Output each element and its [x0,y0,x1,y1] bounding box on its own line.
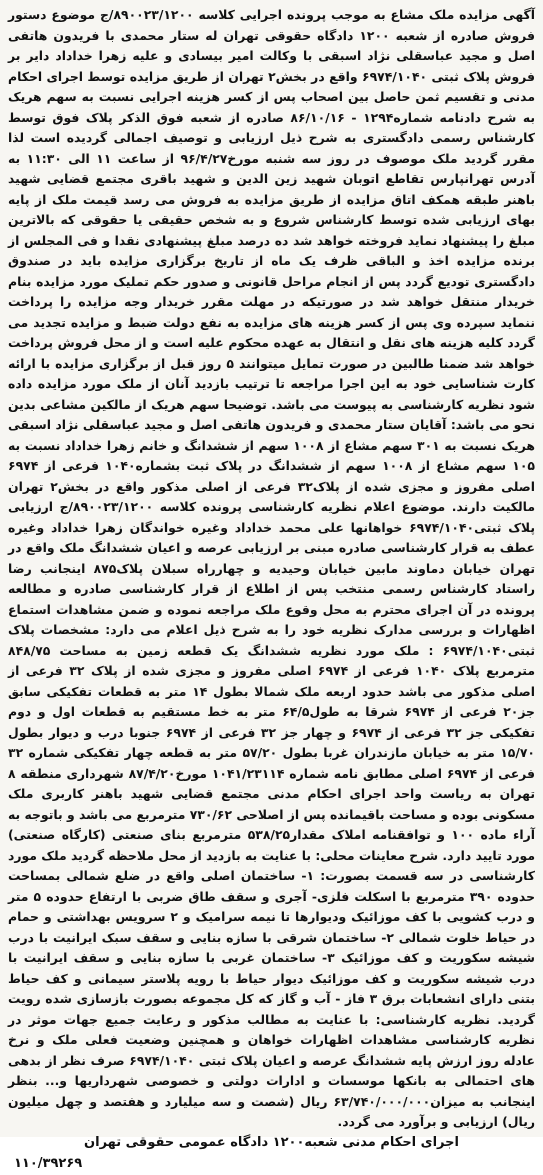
notice-body-text: آگهی مزایده ملک مشاع به موجب پرونده اجرایی کلاسه ۸۹۰۰۲۳/۱۲۰۰/ج موضوع دستور فروش صادره از شعبه ۱۲۰۰ دادگاه حقوقی تهران له ستار محمدی با فریدون هاتفی اصل و مجید عباسقلی نژاد اسبقی با وکالت امیر بیسادی و علیه زهرا خداداد دایر بر فروش پلاک ثبتی ۶۹۷۴/۱۰۴۰ واقع در بخش۲ تهران از طریق مزایده توسط اجرای احکام مدنی و تقسیم ثمن حاصل بین اصحاب پس از کسر هزینه اجرایی نسبت به سهم هریک به شرح دادنامه شماره۱۲۹۴ - ۸۶/۱۰/۱۶ صادره از شعبه فوق الذکر پلاک فوق توسط کارشناس رسمی دادگستری به شرح ذیل ارزیابی و توصیف اجمالی گردیده است لذا مقرر گردید ملک موصوف در روز سه شنبه مورخ۹۶/۴/۲۷ از ساعت ۱۱ الی ۱۱:۳۰ به آدرس تهرانپارس تقاطع اتوبان شهید زین الدین و شهید باقری مجتمع قضایی شهید باهنر طبقه همکف اتاق مزایده از طریق مزایده به فروش می رسد قیمت ملک از پایه بهای ارزیابی شده توسط کارشناس شروع و به شخص حقیقی یا حقوقی که بالاترین مبلغ را پیشنهاد نماید فروخته خواهد شد ده درصد مبلغ پیشنهادی نقدا و فی المجلس از برنده مزایده اخذ و الباقی ظرف یک ماه از تاریخ برگزاری مزایده باید در صندوق دادگستری تودیع گردد پس از انجام مراحل قانونی و صدور حکم تملیک مورد مزایده بنام خریدار منتقل خواهد شد در صورتیکه در مهلت مقرر خریدار وجه مزایده را پرداخت ننماید سپرده وی پس از کسر هزینه های مزایده به نفع دولت ضبط و مزایده تجدید می گردد کلیه هزینه های نقل و انتقال به عهده محکوم علیه است و از محل فروش پرداخت خواهد شد ضمنا طالبین در صورت تمایل میتوانند ۵ روز قبل از برگزاری مزایده با ارائه کارت شناسایی خود به این اجرا مراجعه تا ترتیب بازدید آنان از ملک مورد مزایده داده شود نظریه کارشناسی به پیوست می باشد. توضیحا سهم هریک از مالکین مشاعی بدین نحو می باشد: آقایان ستار محمدی و فریدون هاتفی اصل و مجید عباسقلی نژاد اسبقی هریک نسبت به ۳۰۱ سهم مشاع از ۱۰۰۸ سهم از ششدانگ و خانم زهرا خداداد نسبت به ۱۰۵ سهم مشاع از ۱۰۰۸ سهم از ششدانگ در پلاک ثبت بشماره۱۰۴۰ فرعی از ۶۹۷۴ اصلی مفروز و مجزی شده از پلاک۳۲ فرعی از اصلی مذکور واقع در بخش۲ تهران مالکیت دارند. موضوع اعلام نظریه کارشناسی پرونده کلاسه ۸۹۰۰۲۳/۱۲۰۰/ج ارزیابی پلاک ثبتی۶۹۷۴/۱۰۴۰ خواهانها علی محمد خداداد وغیره خواندگان زهرا خداداد وغیره عطف به قرار کارشناسی صادره مبنی بر ارزیابی عرصه و اعیان ششدانگ ملک واقع در تهران خیابان دماوند مابین خیابان وحیدیه و چهارراه سبلان پلاک۸۷۵ اینجانب رضا راستاد کارشناس رسمی منتخب پس از اطلاع از قرار کارشناسی صادره و مطالعه پرونده در آن اجرای محترم به محل وقوع ملک مراجعه نموده و ضمن مشاهدات استماع اظهارات و بررسی مدارک نظریه خود را به شرح ذیل اعلام می دارد: مشخصات پلاک ثبتی۶۹۷۴/۱۰۴۰ : ملک مورد نظریه ششدانگ یک قطعه زمین به مساحت ۸۴۸/۷۵ مترمربع پلاک ۱۰۴۰ فرعی از ۶۹۷۴ اصلی مفروز و مجزی شده از پلاک ۳۲ فرعی از اصلی مذکور می باشد حدود اربعه ملک شمالا بطول ۱۴ متر به قطعات تفکیکی سابق جز۲۰ فرعی از ۶۹۷۴ شرقا به طول۶۴/۵ متر به خط مستقیم به قطعات اول و دوم تفکیکی جز ۳۲ فرعی از ۶۹۷۴ و چهار جز ۳۲ فرعی از ۶۹۷۴ جنوبا درب و دیوار بطول ۱۵/۷۰ متر به خیابان مازندران غربا بطول ۵۷/۲۰ متر به قطعه چهار تفکیکی شماره ۳۲ فرعی از ۶۹۷۴ اصلی مطابق نامه شماره ۱۰۴۱/۲۳۱۱۴ مورخ۸۷/۴/۲۰ شهرداری منطقه ۸ تهران به ریاست واحد اجرای احکام مدنی مجتمع قضایی شهید باهنر کاربری ملک مسکونی بوده و مساحت باقیمانده پس از اصلاحی ۷۳۰/۶۲ مترمربع می باشد و باتوجه به آراء ماده ۱۰۰ و توافقنامه املاک مقدار۵۳۸/۲۵ مترمربع بنای صنعتی (کارگاه صنعتی) مورد تایید دارد. شرح معاینات محلی: با عنایت به بازدید از محل ملاحظه گردید ملک مورد کارشناسی در سه قسمت بصورت: ۱- ساختمان اصلی واقع در ضلع شمالی بمساحت حدوده ۳۹۰ مترمربع با اسکلت فلزی- آجری و سقف طاق ضربی با ارتفاع حدوده ۵ متر و درب کشویی با کف موزائیک ودیوارها تا نیمه سرامیک و ۲ سرویس بهداشتی و حمام در حیاط خلوت شمالی ۲- ساختمان شرقی با سازه بنایی و سقف سبک ایرانیت با درب شیشه سکوریت و کف موزائیک ۳- ساختمان غربی با سازه بنایی و سقف ایرانیت با درب شیشه سکوریت و کف موزائیک دیوار حیاط با رویه پلاستر سیمانی و کف حیاط بتنی دارای انشعابات برق ۳ فاز - آب و گاز که کل مجموعه بصورت بازسازی شده رویت گردید. نظریه کارشناسی: با عنایت به مطالب مذکور و رعایت جمیع جهات موثر در نظریه کارشناسی مشاهدات اظهارات خواهان و همچنین وضعیت فعلی ملک و نرخ عادله روز ارزش پایه ششدانگ عرصه و اعیان پلاک ثبتی ۶۹۷۴/۱۰۴۰ صرف نظر از بدهی های احتمالی به بانکها موسسات و ادارات دولتی و خصوصی شهرداریها و... بنظر اینجانب به میزان۶۳/۷۴۰/۰۰۰/۰۰۰ ریال (شصت و سه میلیارد و هفتصد و چهل میلیون ریال) ارزیابی و برآورد می گردد. [8,7,536,1129]
issuing-office-signature: اجرای احکام مدنی شعبه۱۲۰۰ دادگاه عمومی حقوقی تهران [84,1134,459,1150]
notice-reference-number: ۱۱۰/۳۹۲۶۹ [14,1155,83,1171]
